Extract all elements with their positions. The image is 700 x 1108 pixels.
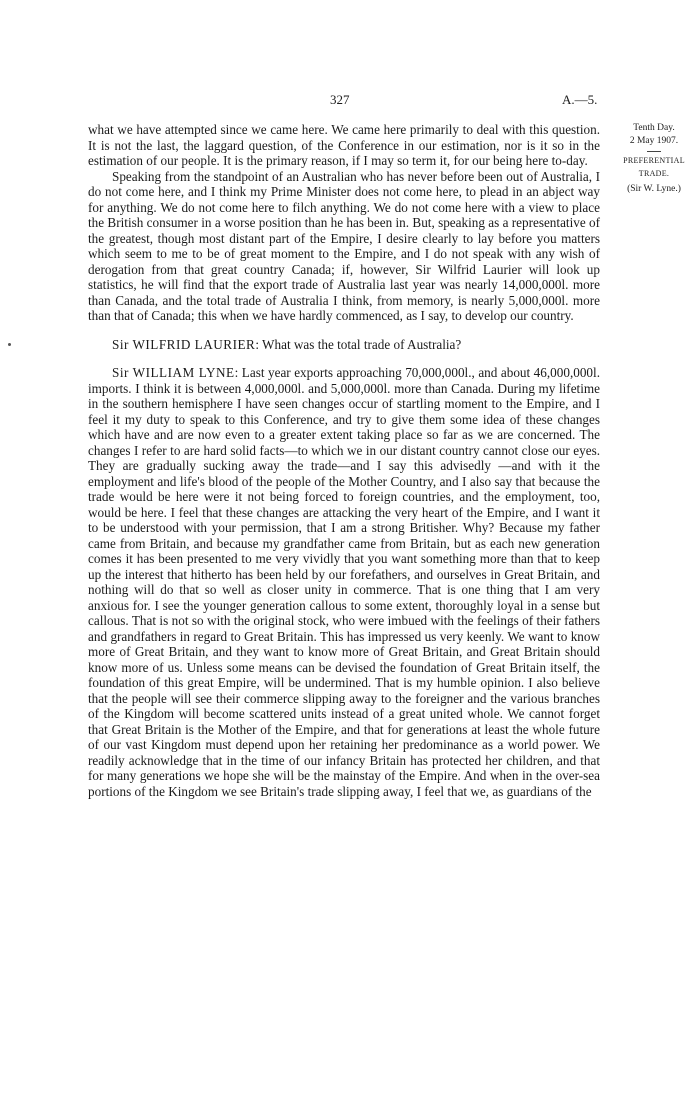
paragraph-australian-standpoint: Speaking from the standpoint of an Australian who has never before been out of Australia, I do not come here, and I think my Prime Minister does not come here, to plead in an abject way for anything. We do not come here to filch anything. We do not come here with a view to place the British consumer in a worse position than he has been in. But, speaking as a representative of the greatest, though most distant part of the Empire, I desire clearly to lay before you matters which seem to me to be of great moment to the Empire, and I do not speak with any wish of derogation from that great country Canada; if, however, Sir Wilfrid Laurier will look up statistics, he will find that the export trade of Australia last year was nearly 14,000,000l. more than Canada, and the total trade of Australia I think, from memory, is nearly 5,000,000l. more than that of Canada; this when we have hardly commenced, as I say, to develop our country.: [88, 168, 600, 323]
margin-topic-line2: TRADE.: [638, 168, 670, 178]
margin-topic-line1: PREFERENTIAL: [623, 156, 685, 165]
speaker-name: Sir WILFRID LAURIER: [112, 336, 256, 352]
margin-date: 2 May 1907.: [629, 135, 679, 146]
speech-text: : Last year exports approaching 70,000,000l., and about 46,000,000l. imports. I think it is between 4,000,000l. and 5,000,000l. more than Canada. During my lifetime in the southern hemisphere I have seen changes occur of startling moment to the Empire, and I feel it my duty to speak to this Conference, and try to give them some idea of these changes which have and are now even to a greater extent taking place so far as we are concerned. The changes I refer to are hard solid facts—to which we in our distant country cannot close our eyes. They are gradually sucking away the trade—and I say this advisedly —and with it the employment and life's blood of the people of the Mother Country, and I also say that because the trade would be here were it not being forced to foreign countries, and the employment, too, would be here. I feel that these changes are attacking the very heart of the Empire, and I want it to be understood with your permission, that I am a strong Britisher. Why? Because my father came from Britain, and because my grandfather came from Britain, but as each new generation comes it has been presented to me very vividly that you want something more than that to keep up the interest that hitherto has been held by our forefathers, and ourselves in Great Britain, and nothing will do that so well as closer unity in commerce. That is one thing that I am very anxious for. I see the younger generation callous to some extent, thoroughly loyal in a sense but callous. That is not so with the original stock, who were imbued with the feelings of their fathers and grandfathers in regard to Great Britain. This has impressed us very keenly. We want to know more of Great Britain, and they want to know more of Great Britain, and Great Britain should know more of us. Unless some means can be devised the foundation of Great Britain itself, the foundation of this great Empire, will be undermined. That is my humble opinion. I also believe that the people will see their commerce slipping away to the foreigner and the various branches of the Kingdom will become scattered units instead of a great united whole. We cannot forget that Great Britain is the Mother of the Empire, and that for generations at least the whole future of our vast Kingdom must depend upon her retaining her predominance as a world power. We readily acknowledge that in the time of our infancy Britain has protected her children, and that for many generations we hope she will be the mainstay of the Empire. And when in the over-sea portions of the Kingdom we see Britain's trade slipping away, I feel that we, as guardians of the: [88, 365, 600, 799]
margin-divider: [647, 151, 661, 152]
body-text: [88, 122, 600, 799]
page-number: 327: [330, 92, 350, 107]
margin-speaker: (Sir W. Lyne.): [627, 184, 681, 194]
margin-dot: [8, 343, 11, 346]
speech-text: : What was the total trade of Australia?: [255, 336, 462, 352]
paragraph-lyne-reply: [88, 365, 600, 799]
paragraph-laurier-question: [88, 337, 600, 353]
margin-note: [608, 122, 700, 196]
paragraph-continuation: what we have attempted since we came here. We came here primarily to deal with this question. It is not the last, the laggard question, of the Conference in our estimation, nor is it so in the estimation of our people. It is the primary reason, if I may so term it, for our being here to-day.: [88, 122, 600, 168]
margin-day: Tenth Day.: [633, 123, 675, 133]
speaker-name: Sir WILLIAM LYNE: [112, 365, 235, 380]
document-code: A.—5.: [562, 92, 598, 107]
